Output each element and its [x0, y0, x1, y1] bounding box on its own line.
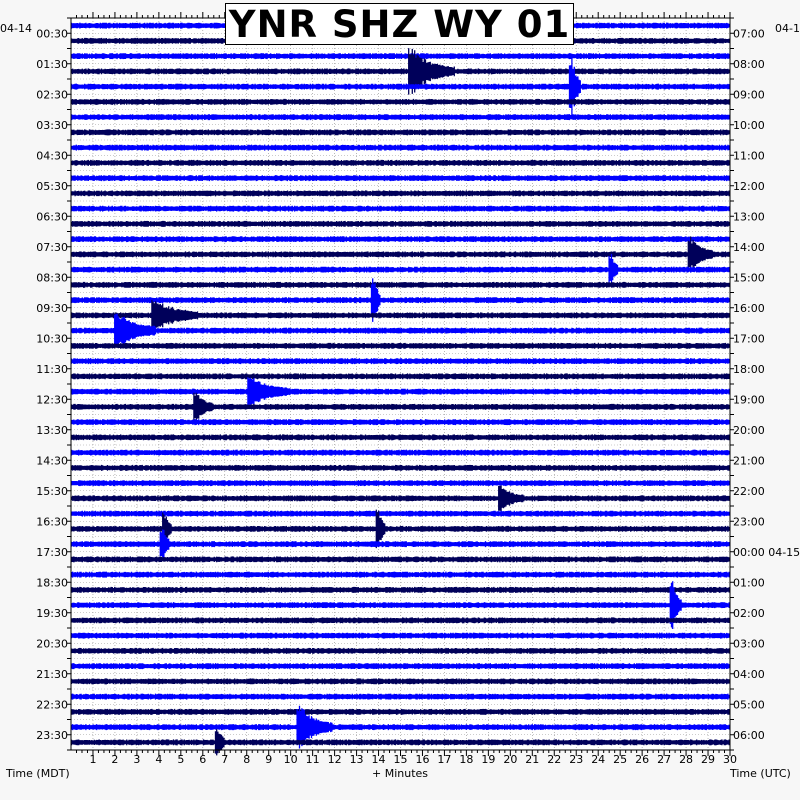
trace-line: [72, 694, 730, 700]
left-time-label: 19:30: [36, 606, 68, 620]
left-time-label: 15:30: [36, 484, 68, 498]
trace-line: [72, 480, 730, 486]
left-axis-label: Time (MDT): [6, 767, 70, 780]
right-time-label: 19:00: [733, 393, 765, 407]
right-time-label: 13:00: [733, 210, 765, 224]
x-tick-label: 10: [283, 753, 298, 766]
left-time-label: 23:30: [36, 728, 68, 742]
x-tick-label: 4: [155, 753, 163, 766]
left-time-label: 21:30: [36, 667, 68, 681]
x-tick-label: 2: [111, 753, 119, 766]
trace-line: [72, 648, 730, 654]
right-time-label: 23:00: [733, 515, 765, 529]
x-tick-label: 15: [393, 753, 408, 766]
trace-line: [72, 129, 730, 135]
left-time-label: 10:30: [36, 332, 68, 346]
right-time-label: 04:00: [733, 667, 765, 681]
trace-line: [72, 236, 730, 242]
right-time-label: 08:00: [733, 57, 765, 71]
x-tick-label: 3: [133, 753, 141, 766]
left-time-label: 12:30: [36, 393, 68, 407]
left-time-label: 03:30: [36, 118, 68, 132]
x-tick-label: 12: [327, 753, 342, 766]
right-time-label: 21:00: [733, 454, 765, 468]
x-tick-label: 13: [349, 753, 364, 766]
right-time-label: 18:00: [733, 362, 765, 376]
left-time-label: 11:30: [36, 362, 68, 376]
x-tick-label: 21: [525, 753, 540, 766]
right-time-label: 20:00: [733, 423, 765, 437]
x-tick-label: 8: [243, 753, 251, 766]
right-time-label: 09:00: [733, 88, 765, 102]
x-tick-label: 29: [701, 753, 716, 766]
right-time-label: 05:00: [733, 698, 765, 712]
right-time-label: 01:00: [733, 576, 765, 590]
left-time-label: 00:30: [36, 27, 68, 41]
left-time-label: 16:30: [36, 515, 68, 529]
x-tick-label: 25: [613, 753, 628, 766]
right-axis-label: Time (UTC): [730, 767, 791, 780]
left-time-label: 08:30: [36, 271, 68, 285]
left-time-label: 06:30: [36, 210, 68, 224]
x-tick-label: 26: [635, 753, 650, 766]
right-time-label: 14:00: [733, 240, 765, 254]
right-time-label: 15:00: [733, 271, 765, 285]
left-time-label: 18:30: [36, 576, 68, 590]
right-time-label: 02:00: [733, 606, 765, 620]
x-tick-label: 22: [547, 753, 562, 766]
x-tick-label: 18: [459, 753, 474, 766]
chart-title: YNR SHZ WY 01: [225, 3, 574, 45]
x-tick-label: 7: [221, 753, 229, 766]
trace-line: [72, 221, 730, 227]
trace-line: [72, 678, 730, 684]
x-tick-label: 19: [481, 753, 496, 766]
trace-line: [72, 572, 730, 578]
left-time-label: 17:30: [36, 545, 68, 559]
left-time-label: 01:30: [36, 57, 68, 71]
x-tick-label: 24: [591, 753, 606, 766]
x-tick-label: 17: [437, 753, 452, 766]
left-time-label: 07:30: [36, 240, 68, 254]
x-tick-label: 28: [679, 753, 694, 766]
right-time-label: 16:00: [733, 301, 765, 315]
x-tick-label: 23: [569, 753, 584, 766]
left-time-label: 04:30: [36, 149, 68, 163]
trace-line: [72, 511, 730, 517]
x-axis-label: + Minutes: [372, 767, 429, 780]
trace-line: [72, 434, 730, 440]
left-time-label: 09:30: [36, 301, 68, 315]
x-tick-label: 5: [177, 753, 185, 766]
x-tick-label: 30: [723, 753, 737, 766]
right-time-label: 06:00: [733, 728, 765, 742]
date-left-label: 04-14: [0, 22, 32, 35]
x-tick-label: 20: [503, 753, 518, 766]
left-time-label: 02:30: [36, 88, 68, 102]
right-time-label: 10:00: [733, 118, 765, 132]
left-time-label: 14:30: [36, 454, 68, 468]
x-tick-label: 1: [89, 753, 97, 766]
trace-line: [72, 663, 730, 669]
trace-line: [72, 114, 730, 120]
right-time-label: 03:00: [733, 637, 765, 651]
trace-line: [72, 465, 730, 471]
left-time-label: 05:30: [36, 179, 68, 193]
right-time-label: 11:00: [733, 149, 765, 163]
x-tick-label: 11: [305, 753, 320, 766]
trace-line: [72, 190, 730, 196]
x-tick-label: 14: [371, 753, 386, 766]
trace-line: [72, 99, 730, 105]
trace-line: [72, 633, 730, 639]
right-time-label: 22:00: [733, 484, 765, 498]
left-time-label: 20:30: [36, 637, 68, 651]
date-right-label: 04-1: [775, 22, 800, 35]
x-tick-label: 6: [199, 753, 207, 766]
x-tick-label: 27: [657, 753, 672, 766]
x-tick-label: 9: [265, 753, 273, 766]
right-time-label: 00:00 04-15: [733, 545, 800, 559]
right-time-label: 12:00: [733, 179, 765, 193]
x-tick-label: 16: [415, 753, 430, 766]
left-time-label: 22:30: [36, 698, 68, 712]
right-time-label: 17:00: [733, 332, 765, 346]
trace-line: [72, 282, 730, 288]
right-time-label: 07:00: [733, 27, 765, 41]
left-time-label: 13:30: [36, 423, 68, 437]
